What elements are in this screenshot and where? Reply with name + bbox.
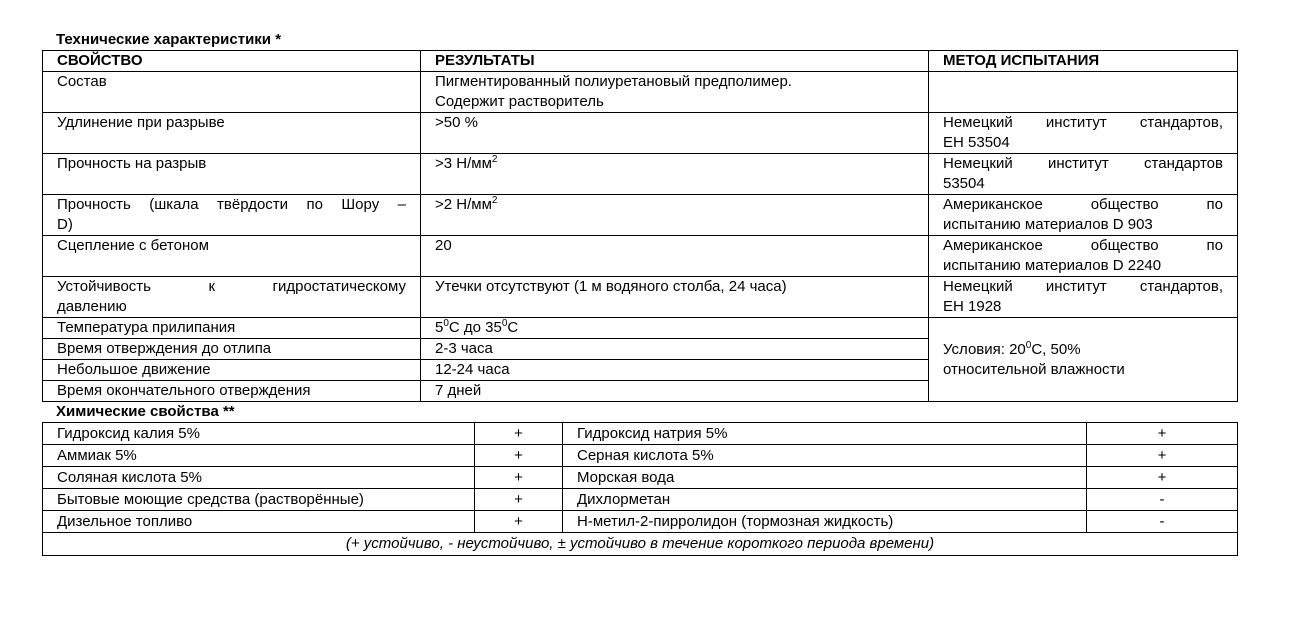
method-cell [929,72,1238,113]
table-row [43,511,1238,533]
tech-section-title: Технические характеристики * [56,31,282,48]
chemical-name: Дизельное топливо [43,511,475,533]
tech-header-row [43,51,1238,72]
table-row [43,467,1238,489]
legend-row [43,533,1238,556]
property-cell: Время отверждения до отлипа [43,339,421,360]
result-cell: 20 [421,236,929,277]
header-results: РЕЗУЛЬТАТЫ [421,51,929,72]
table-row [43,277,1238,318]
result-cell: >3 $Н/мм^2$ [421,154,929,195]
resistance-mark: + [475,489,563,511]
table-row [43,489,1238,511]
chemical-name: Морская вода [563,467,1087,489]
table-row [43,318,1238,339]
result-cell: $5^0С$ до $35^0С$ [421,318,929,339]
method-cell: Немецкий институт стандартов, ЕН 53504 [929,113,1238,154]
result-cell: >50 % [421,113,929,154]
chemical-name: Н-метил-2-пирролидон (тормозная жидкость) [563,511,1087,533]
resistance-mark: + [475,511,563,533]
chem-table [42,422,1238,556]
method-cell: Американское общество по испытанию материалов D 2240 [929,236,1238,277]
property-cell: Сцепление с бетоном [43,236,421,277]
chem-section-title: Химические свойства ** [56,403,235,420]
resistance-mark: + [475,423,563,445]
chemical-name: Бытовые моющие средства (растворённые) [43,489,475,511]
resistance-mark: + [1087,467,1238,489]
chemical-name: Гидроксид калия 5% [43,423,475,445]
table-row [43,154,1238,195]
legend-text: (+ устойчиво, - неустойчиво, ± устойчиво в течение короткого периода времени) [43,533,1238,556]
tech-table [42,50,1238,402]
table-row [43,113,1238,154]
chemical-name: Серная кислота 5% [563,445,1087,467]
table-row [43,195,1238,236]
method-cell: Немецкий институт стандартов, ЕН 1928 [929,277,1238,318]
result-cell: Пигментированный полиуретановый предполимер. Содержит растворитель [421,72,929,113]
table-row [43,72,1238,113]
result-cell: >2 $Н/мм^2$ [421,195,929,236]
resistance-mark: + [475,467,563,489]
table-row [43,423,1238,445]
merged-method-cell: Условия: $20^0С$, 50% относительной влажности [929,318,1238,402]
result-cell: 2-3 часа [421,339,929,360]
result-cell: 7 дней [421,381,929,402]
result-cell: Утечки отсутствуют (1 м водяного столба, 24 часа) [421,277,929,318]
chemical-name: Гидроксид натрия 5% [563,423,1087,445]
property-cell: Небольшое движение [43,360,421,381]
chemical-name: Соляная кислота 5% [43,467,475,489]
resistance-mark: + [1087,445,1238,467]
header-property: СВОЙСТВО [43,51,421,72]
resistance-mark: + [1087,423,1238,445]
resistance-mark: + [475,445,563,467]
chemical-name: Аммиак 5% [43,445,475,467]
result-cell: 12-24 часа [421,360,929,381]
resistance-mark: - [1087,511,1238,533]
header-method: МЕТОД ИСПЫТАНИЯ [929,51,1238,72]
resistance-mark: - [1087,489,1238,511]
chemical-name: Дихлорметан [563,489,1087,511]
property-cell: Устойчивость к гидростатическому давлению [43,277,421,318]
property-cell: Прочность на разрыв [43,154,421,195]
property-cell: Удлинение при разрыве [43,113,421,154]
property-cell: Состав [43,72,421,113]
property-cell: Время окончательного отверждения [43,381,421,402]
method-cell: Американское общество по испытанию материалов D 903 [929,195,1238,236]
table-row [43,236,1238,277]
document [42,30,1237,556]
property-cell: Температура прилипания [43,318,421,339]
method-cell: Немецкий институт стандартов 53504 [929,154,1238,195]
table-row [43,445,1238,467]
property-cell: Прочность (шкала твёрдости по Шору – D) [43,195,421,236]
